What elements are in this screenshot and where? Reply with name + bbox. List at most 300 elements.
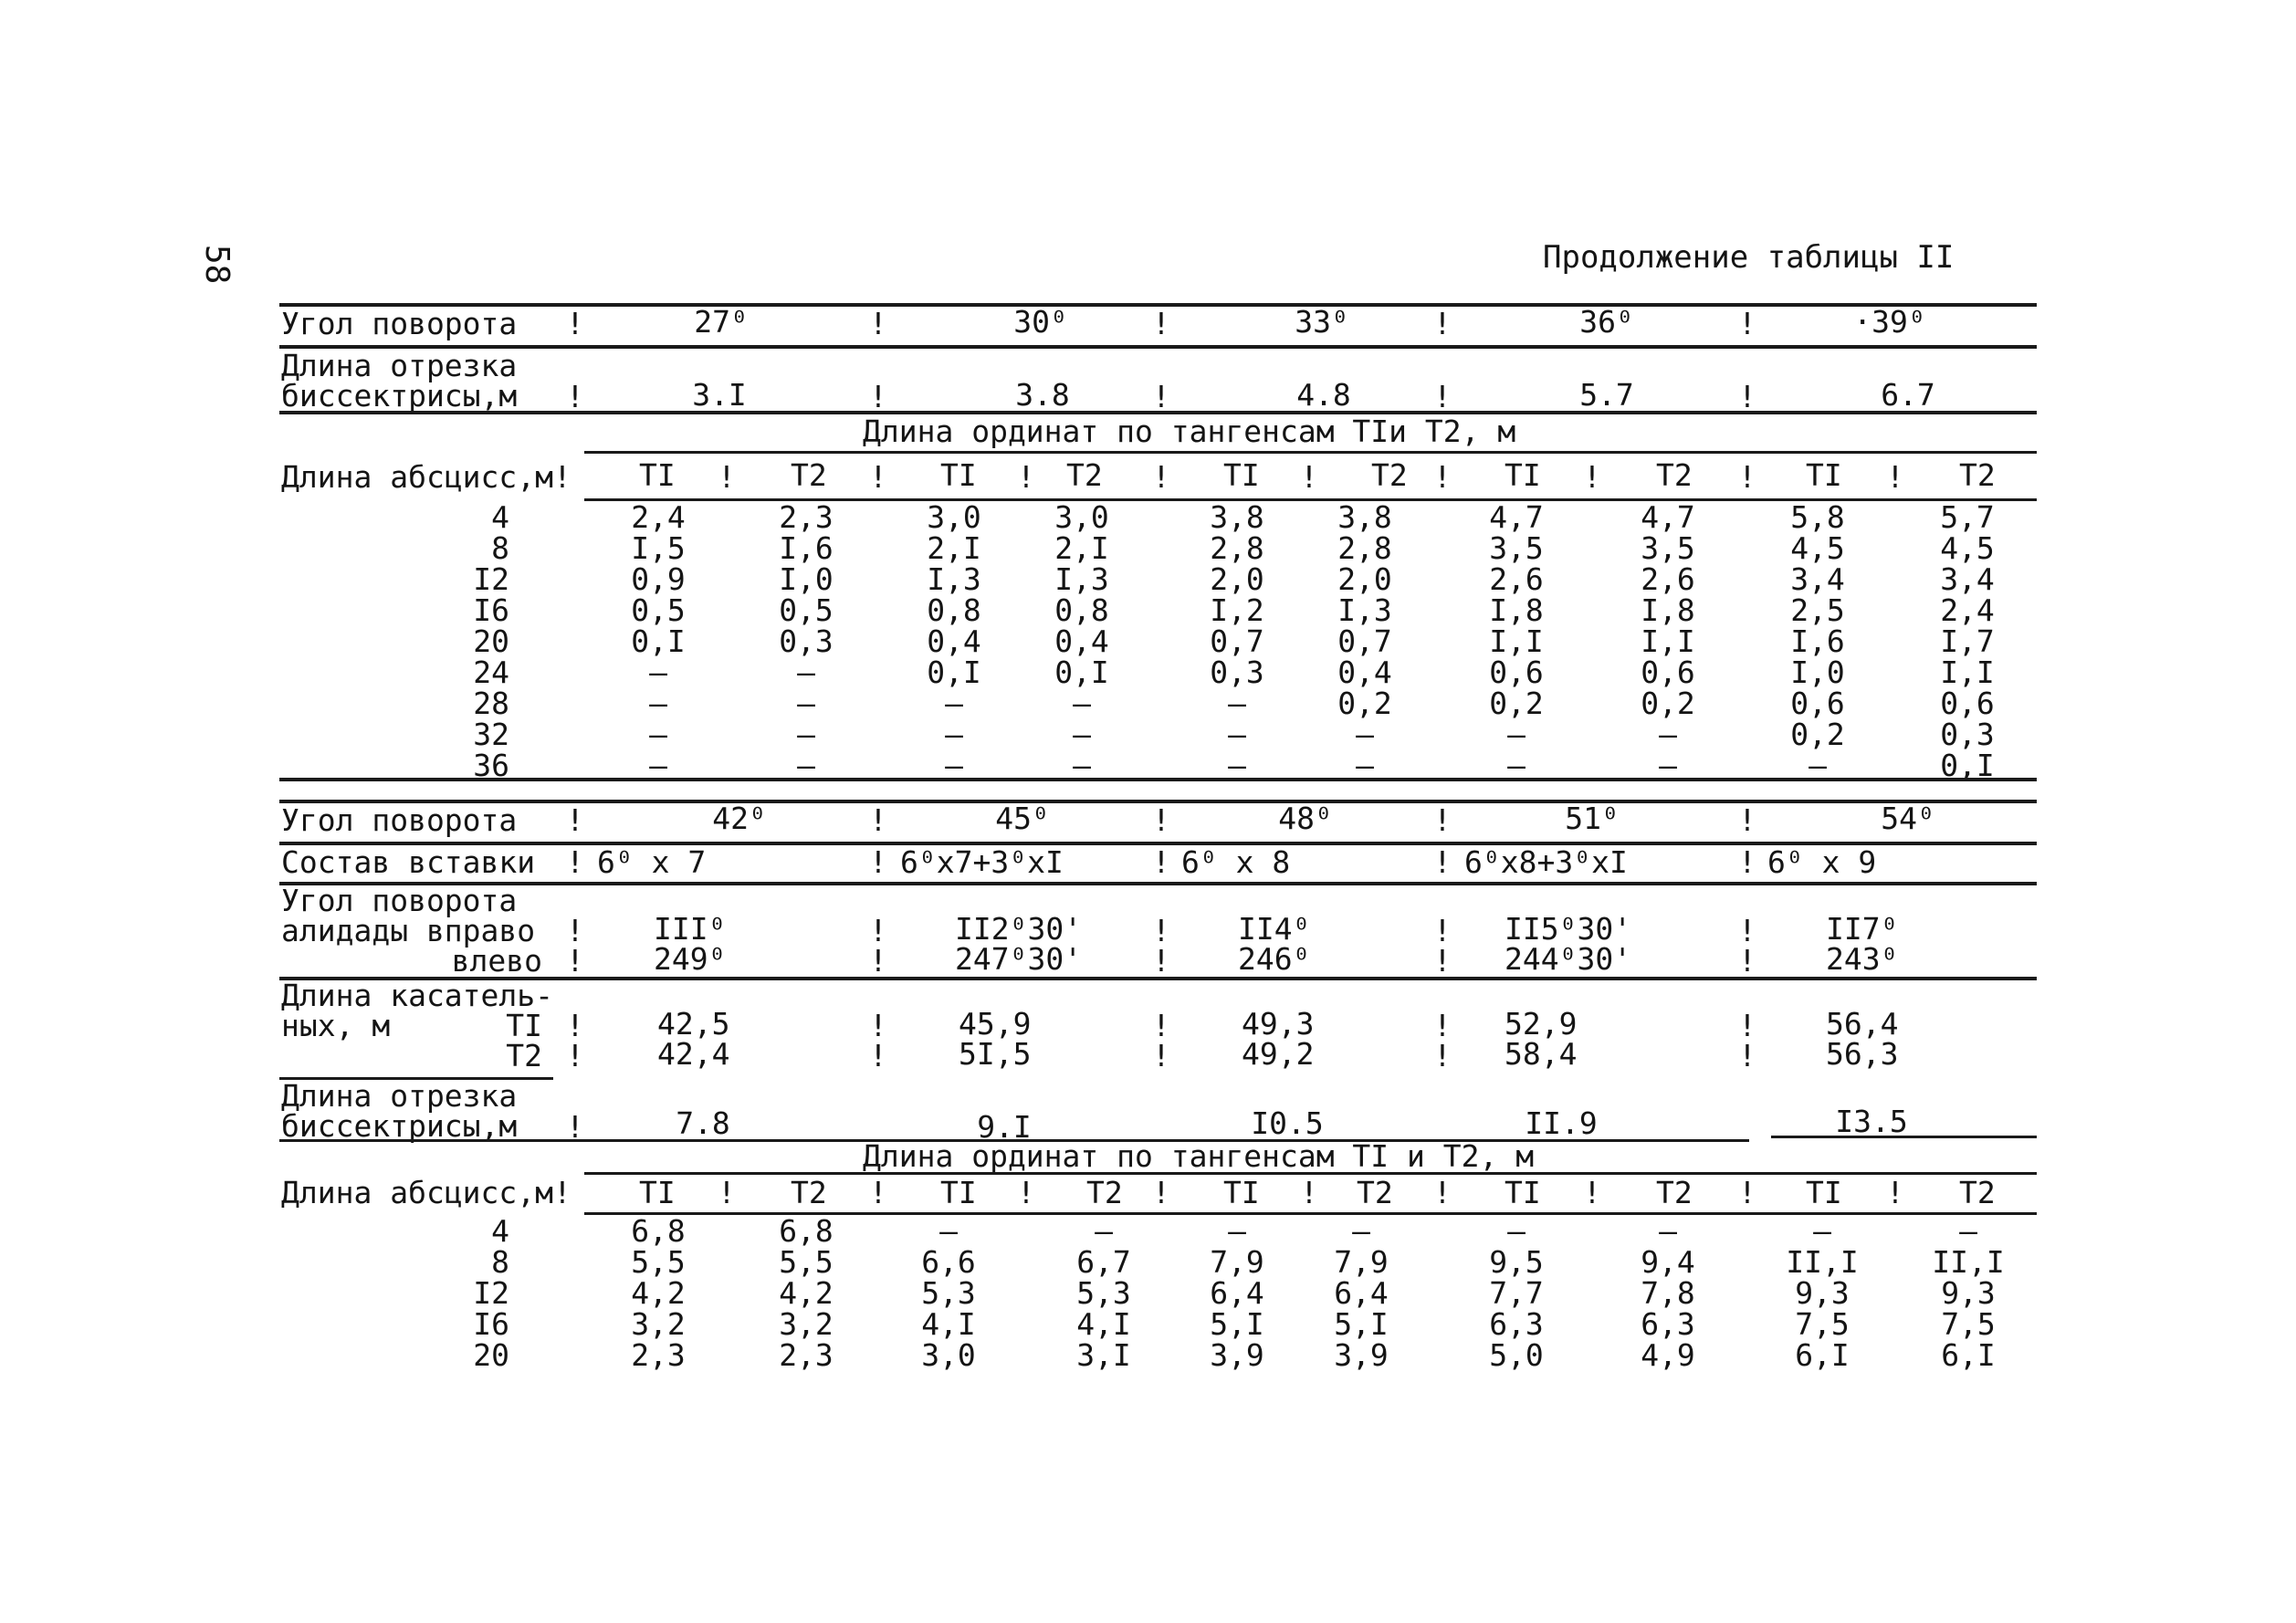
cell: 0,8: [927, 592, 981, 628]
cell: 3,2: [779, 1306, 833, 1342]
alidade-right: II5⁰30': [1504, 911, 1632, 947]
separator: !: [1738, 1008, 1756, 1043]
alidade-label: Угол поворота: [281, 883, 518, 918]
ordinate-column-54-t1: [1777, 1213, 1868, 1373]
alidade-right: II7⁰: [1826, 911, 1899, 947]
cell: –: [1073, 748, 1091, 783]
cell: –: [1659, 717, 1677, 752]
bisector-label: Длина отрезка: [281, 348, 518, 383]
abscissa-value: 8: [491, 1244, 509, 1280]
angle-value: 54⁰: [1881, 801, 1935, 836]
cell: 2,3: [779, 499, 833, 535]
cell: 0,I: [631, 623, 686, 659]
separator: !: [1152, 306, 1170, 341]
cell: 7,9: [1334, 1244, 1389, 1280]
rule: [584, 451, 2037, 454]
separator: !: [1886, 459, 1904, 495]
cell: II,I: [1932, 1244, 2005, 1280]
t1-header: TI: [1806, 1175, 1842, 1210]
insert-value: 6⁰ x 8: [1181, 844, 1291, 880]
separator: !: [1433, 1175, 1452, 1210]
cell: 3,2: [631, 1306, 686, 1342]
bisector-value: 3.8: [1015, 377, 1070, 413]
cell: 2,0: [1337, 561, 1392, 597]
t1-header: TI: [1504, 1175, 1541, 1210]
cell: 6,7: [1076, 1244, 1131, 1280]
rule: [1771, 1136, 2037, 1138]
cell: 4,2: [779, 1275, 833, 1311]
separator: !: [1583, 1175, 1601, 1210]
separator: !: [1433, 1008, 1452, 1043]
cell: 5,3: [921, 1275, 976, 1311]
abscissa-value: I6: [473, 592, 509, 628]
separator: !: [1300, 1175, 1318, 1210]
bisector-value: II.9: [1525, 1105, 1598, 1141]
cell: 6,3: [1489, 1306, 1544, 1342]
cell: 4,I: [1076, 1306, 1131, 1342]
ordinate-column-39-t1: [1777, 499, 1859, 783]
separator: !: [1017, 459, 1035, 495]
separator: !: [566, 913, 584, 948]
cell: 7,7: [1489, 1275, 1544, 1311]
cell: 2,3: [631, 1337, 686, 1373]
separator: !: [1152, 802, 1170, 838]
cell: 6,8: [779, 1213, 833, 1249]
tangent-t2-value: 58,4: [1504, 1036, 1578, 1072]
cell: I,8: [1489, 592, 1544, 628]
separator: !: [869, 943, 887, 979]
angle-value: 51⁰: [1565, 801, 1620, 836]
tangent-t2-value: 56,3: [1826, 1036, 1899, 1072]
cell: –: [797, 686, 815, 721]
alidade-left: 246⁰: [1238, 941, 1311, 977]
bisector-label: Длина отрезка: [281, 1078, 518, 1114]
separator: !: [566, 1109, 584, 1145]
cell: 0,6: [1489, 654, 1544, 690]
tangent-t1-value: 56,4: [1826, 1006, 1899, 1042]
alidade-right: II2⁰30': [955, 911, 1083, 947]
cell: –: [1228, 717, 1246, 752]
cell: 7,9: [1210, 1244, 1264, 1280]
separator: !: [566, 1008, 584, 1043]
cell: 4,7: [1489, 499, 1544, 535]
cell: 3,4: [1940, 561, 1995, 597]
cell: 9,5: [1489, 1244, 1544, 1280]
cell: 2,I: [927, 530, 981, 566]
abscissa-value: 4: [491, 499, 509, 535]
separator: !: [1152, 459, 1170, 495]
cell: I,I: [1489, 623, 1544, 659]
cell: 2,6: [1641, 561, 1695, 597]
separator: !: [566, 379, 584, 414]
separator: !: [1433, 844, 1452, 880]
abscissa-value: 32: [473, 717, 509, 752]
cell: 0,7: [1210, 623, 1264, 659]
cell: 2,8: [1210, 530, 1264, 566]
t1-header: TI: [1223, 1175, 1260, 1210]
alidade-label: алидады вправо: [281, 913, 536, 948]
angle-value: 45⁰: [995, 801, 1050, 836]
cell: I,3: [1337, 592, 1392, 628]
cell: 0,6: [1790, 686, 1845, 721]
cell: I,0: [1790, 654, 1845, 690]
cell: –: [945, 686, 963, 721]
abscissa-column: [438, 1213, 509, 1373]
bisector-value: 6.7: [1881, 377, 1935, 413]
cell: 4,7: [1641, 499, 1695, 535]
angle-value: ·39⁰: [1853, 304, 1926, 340]
cell: 0,2: [1337, 686, 1392, 721]
separator: !: [1152, 913, 1170, 948]
cell: 0,5: [631, 592, 686, 628]
cell: 2,0: [1210, 561, 1264, 597]
cell: 6,8: [631, 1213, 686, 1249]
separator: !: [1886, 1175, 1904, 1210]
rule: [279, 882, 2037, 885]
ordinate-column-36-t2: [1627, 499, 1709, 783]
separator: !: [869, 1175, 887, 1210]
cell: –: [1356, 717, 1374, 752]
cell: 3,0: [1054, 499, 1109, 535]
ordinate-column-54-t2: [1923, 1213, 2014, 1373]
ordinate-header: Длина ординат по тангенсам TIи T2, м: [863, 414, 1516, 449]
cell: 0,I: [927, 654, 981, 690]
cell: I,I: [1641, 623, 1695, 659]
abscissa-label: Длина абсцисс,м!: [281, 459, 571, 495]
alidade-left: 243⁰: [1826, 941, 1899, 977]
cell: –: [1095, 1213, 1113, 1249]
abscissa-value: 4: [491, 1213, 509, 1249]
cell: 0,2: [1641, 686, 1695, 721]
cell: –: [1073, 717, 1091, 752]
ordinate-header: Длина ординат по тангенсам TI и T2, м: [863, 1138, 1535, 1174]
separator: !: [1433, 306, 1452, 341]
cell: 0,4: [1337, 654, 1392, 690]
cell: I,7: [1940, 623, 1995, 659]
alidade-right: II4⁰: [1238, 911, 1311, 947]
cell: 6,I: [1795, 1337, 1850, 1373]
separator: !: [1152, 1038, 1170, 1073]
cell: 5,3: [1076, 1275, 1131, 1311]
cell: 0,4: [1054, 623, 1109, 659]
cell: –: [1507, 1213, 1525, 1249]
cell: –: [1228, 686, 1246, 721]
bisector-value: 3.I: [692, 377, 747, 413]
cell: –: [1356, 748, 1374, 783]
t2-header: T2: [1066, 457, 1103, 493]
separator: !: [1433, 913, 1452, 948]
t2-header: T2: [1086, 1175, 1123, 1210]
separator: !: [869, 844, 887, 880]
cell: 0,9: [631, 561, 686, 597]
cell: 6,I: [1941, 1337, 1996, 1373]
cell: 9,4: [1641, 1244, 1695, 1280]
t1-header: TI: [940, 1175, 977, 1210]
cell: 0,2: [1790, 717, 1845, 752]
cell: –: [649, 654, 667, 690]
cell: 6,3: [1641, 1306, 1695, 1342]
cell: –: [1507, 717, 1525, 752]
cell: 4,5: [1790, 530, 1845, 566]
rule: [279, 778, 2037, 781]
cell: 3,5: [1641, 530, 1695, 566]
tangent-label: ных, м: [281, 1008, 391, 1043]
ordinate-column-36-t1: [1475, 499, 1557, 783]
t1-header: TI: [940, 457, 977, 493]
separator: !: [1738, 943, 1756, 979]
cell: I,3: [1054, 561, 1109, 597]
ordinate-column-33-t1: [1196, 499, 1278, 783]
angle-label: Угол поворота: [281, 306, 518, 341]
t2-header: T2: [1656, 1175, 1693, 1210]
cell: 0,3: [1940, 717, 1995, 752]
separator: !: [869, 379, 887, 414]
cell: 2,4: [1940, 592, 1995, 628]
separator: !: [1583, 459, 1601, 495]
cell: 3,9: [1334, 1337, 1389, 1373]
cell: 5,I: [1334, 1306, 1389, 1342]
cell: 4,5: [1940, 530, 1995, 566]
cell: –: [1959, 1213, 1977, 1249]
cell: –: [797, 748, 815, 783]
cell: 3,I: [1076, 1337, 1131, 1373]
t1-header: TI: [1504, 457, 1541, 493]
cell: 2,I: [1054, 530, 1109, 566]
separator: !: [1738, 459, 1756, 495]
cell: 0,2: [1489, 686, 1544, 721]
angle-value: 30⁰: [1013, 304, 1068, 340]
cell: 2,4: [631, 499, 686, 535]
separator: !: [1738, 1038, 1756, 1073]
separator: !: [1017, 1175, 1035, 1210]
tangent-label: Длина касатель-: [281, 978, 554, 1013]
t1-header: TI: [639, 1175, 676, 1210]
separator: !: [718, 1175, 736, 1210]
cell: –: [1073, 686, 1091, 721]
abscissa-value: I2: [473, 1275, 509, 1311]
cell: 3,9: [1210, 1337, 1264, 1373]
separator: !: [869, 459, 887, 495]
angle-value: 42⁰: [712, 801, 767, 836]
separator: !: [1738, 306, 1756, 341]
t2-header: T2: [1959, 1175, 1996, 1210]
abscissa-value: 20: [473, 623, 509, 659]
abscissa-value: I2: [473, 561, 509, 597]
separator: !: [1152, 1008, 1170, 1043]
ordinate-column-45-t2: [1063, 1213, 1145, 1373]
abscissa-column: [438, 499, 509, 783]
abscissa-value: I6: [473, 1306, 509, 1342]
separator: !: [1738, 802, 1756, 838]
t2-header: T2: [1357, 1175, 1393, 1210]
tangent-t2-label: T2: [506, 1038, 542, 1073]
cell: –: [945, 717, 963, 752]
separator: !: [1738, 913, 1756, 948]
cell: 0,7: [1337, 623, 1392, 659]
angle-value: 27⁰: [694, 304, 749, 340]
cell: 0,6: [1641, 654, 1695, 690]
cell: 3,4: [1790, 561, 1845, 597]
tangent-t1-value: 52,9: [1504, 1006, 1578, 1042]
bisector-value: 7.8: [676, 1105, 730, 1141]
separator: !: [869, 306, 887, 341]
cell: –: [649, 686, 667, 721]
abscissa-value: 24: [473, 654, 509, 690]
cell: 2,8: [1337, 530, 1392, 566]
alidade-left: 247⁰30': [955, 941, 1083, 977]
cell: I,2: [1210, 592, 1264, 628]
cell: 3,5: [1489, 530, 1544, 566]
separator: !: [566, 802, 584, 838]
bisector-value: I0.5: [1251, 1105, 1324, 1141]
separator: !: [869, 1008, 887, 1043]
page-number: 58: [198, 245, 236, 285]
cell: 2,3: [779, 1337, 833, 1373]
abscissa-label: Длина абсцисс,м!: [281, 1175, 571, 1210]
insert-label: Состав вставки: [281, 844, 536, 880]
cell: 4,I: [921, 1306, 976, 1342]
cell: 0,I: [1054, 654, 1109, 690]
cell: 0,8: [1054, 592, 1109, 628]
separator: !: [566, 1038, 584, 1073]
t2-header: T2: [1959, 457, 1996, 493]
ordinate-column-48-t2: [1320, 1213, 1402, 1373]
cell: 5,0: [1489, 1337, 1544, 1373]
cell: 0,6: [1940, 686, 1995, 721]
cell: 6,4: [1334, 1275, 1389, 1311]
cell: 7,5: [1795, 1306, 1850, 1342]
separator: !: [1152, 379, 1170, 414]
cell: 6,6: [921, 1244, 976, 1280]
cell: –: [1808, 748, 1827, 783]
ordinate-column-45-t1: [907, 1213, 990, 1373]
ordinate-column-27-t1: [617, 499, 699, 783]
separator: !: [566, 943, 584, 979]
separator: !: [1152, 844, 1170, 880]
separator: !: [566, 844, 584, 880]
t2-header: T2: [1371, 457, 1408, 493]
ordinate-column-51-t2: [1627, 1213, 1709, 1373]
separator: !: [869, 802, 887, 838]
cell: I,8: [1641, 592, 1695, 628]
ordinate-column-30-t2: [1041, 499, 1123, 783]
angle-value: 36⁰: [1579, 304, 1634, 340]
ordinate-column-33-t2: [1324, 499, 1406, 783]
alidade-left: 244⁰30': [1504, 941, 1632, 977]
insert-value: 6⁰ x 9: [1767, 844, 1877, 880]
cell: –: [1352, 1213, 1370, 1249]
tangent-t1-value: 45,9: [959, 1006, 1032, 1042]
separator: !: [1738, 379, 1756, 414]
ordinate-column-42-t2: [765, 1213, 847, 1373]
continuation-title: Продолжение таблицы II: [1543, 239, 1955, 276]
cell: 2,5: [1790, 592, 1845, 628]
separator: !: [1152, 1175, 1170, 1210]
separator: !: [718, 459, 736, 495]
bisector-value: I3.5: [1835, 1104, 1908, 1139]
tangent-t1-label: TI: [506, 1008, 542, 1043]
cell: 0,4: [927, 623, 981, 659]
separator: !: [1433, 1038, 1452, 1073]
ordinate-column-27-t2: [765, 499, 847, 783]
separator: !: [566, 306, 584, 341]
t1-header: TI: [639, 457, 676, 493]
cell: 0,I: [1940, 748, 1995, 783]
cell: –: [1228, 748, 1246, 783]
separator: !: [1738, 844, 1756, 880]
separator: !: [869, 913, 887, 948]
cell: 5,5: [631, 1244, 686, 1280]
cell: –: [939, 1213, 958, 1249]
abscissa-value: 28: [473, 686, 509, 721]
angle-value: 33⁰: [1295, 304, 1349, 340]
ordinate-column-39-t2: [1926, 499, 2008, 783]
cell: –: [1507, 748, 1525, 783]
ordinate-column-51-t1: [1475, 1213, 1557, 1373]
cell: 5,5: [779, 1244, 833, 1280]
cell: 0,5: [779, 592, 833, 628]
bisector-value: 9.I: [977, 1109, 1032, 1145]
bisector-label: биссектрисы,м: [281, 378, 518, 414]
cell: –: [1659, 1213, 1677, 1249]
cell: I,6: [779, 530, 833, 566]
cell: –: [1813, 1213, 1831, 1249]
alidade-label: влево: [451, 943, 542, 979]
separator: !: [1300, 459, 1318, 495]
tangent-t2-value: 42,4: [657, 1036, 730, 1072]
cell: 0,3: [779, 623, 833, 659]
alidade-right: III⁰: [654, 911, 727, 947]
cell: 9,3: [1795, 1275, 1850, 1311]
cell: 3,8: [1210, 499, 1264, 535]
cell: –: [1659, 748, 1677, 783]
separator: !: [1433, 943, 1452, 979]
tangent-t2-value: 5I,5: [959, 1036, 1032, 1072]
cell: –: [797, 654, 815, 690]
cell: 3,8: [1337, 499, 1392, 535]
cell: 3,0: [927, 499, 981, 535]
abscissa-value: 20: [473, 1337, 509, 1373]
cell: –: [1228, 1213, 1246, 1249]
cell: 4,9: [1641, 1337, 1695, 1373]
insert-value: 6⁰ x 7: [597, 844, 707, 880]
ordinate-column-48-t1: [1196, 1213, 1278, 1373]
separator: !: [1738, 1175, 1756, 1210]
separator: !: [1433, 459, 1452, 495]
cell: 2,6: [1489, 561, 1544, 597]
bisector-label: биссектрисы,м: [281, 1108, 518, 1144]
abscissa-value: 36: [473, 748, 509, 783]
cell: 5,I: [1210, 1306, 1264, 1342]
abscissa-value: 8: [491, 530, 509, 566]
cell: I,I: [1940, 654, 1995, 690]
cell: I,0: [779, 561, 833, 597]
tangent-t1-value: 42,5: [657, 1006, 730, 1042]
cell: 9,3: [1941, 1275, 1996, 1311]
angle-label: Угол поворота: [281, 802, 518, 838]
separator: !: [1433, 379, 1452, 414]
angle-value: 48⁰: [1278, 801, 1333, 836]
cell: –: [797, 717, 815, 752]
cell: 7,8: [1641, 1275, 1695, 1311]
separator: !: [869, 1038, 887, 1073]
ordinate-column-42-t1: [617, 1213, 699, 1373]
ordinate-column-30-t1: [913, 499, 995, 783]
alidade-left: 249⁰: [654, 941, 727, 977]
insert-value: 6⁰x8+3⁰xI: [1464, 844, 1628, 880]
t2-header: T2: [791, 457, 827, 493]
cell: 3,0: [921, 1337, 976, 1373]
